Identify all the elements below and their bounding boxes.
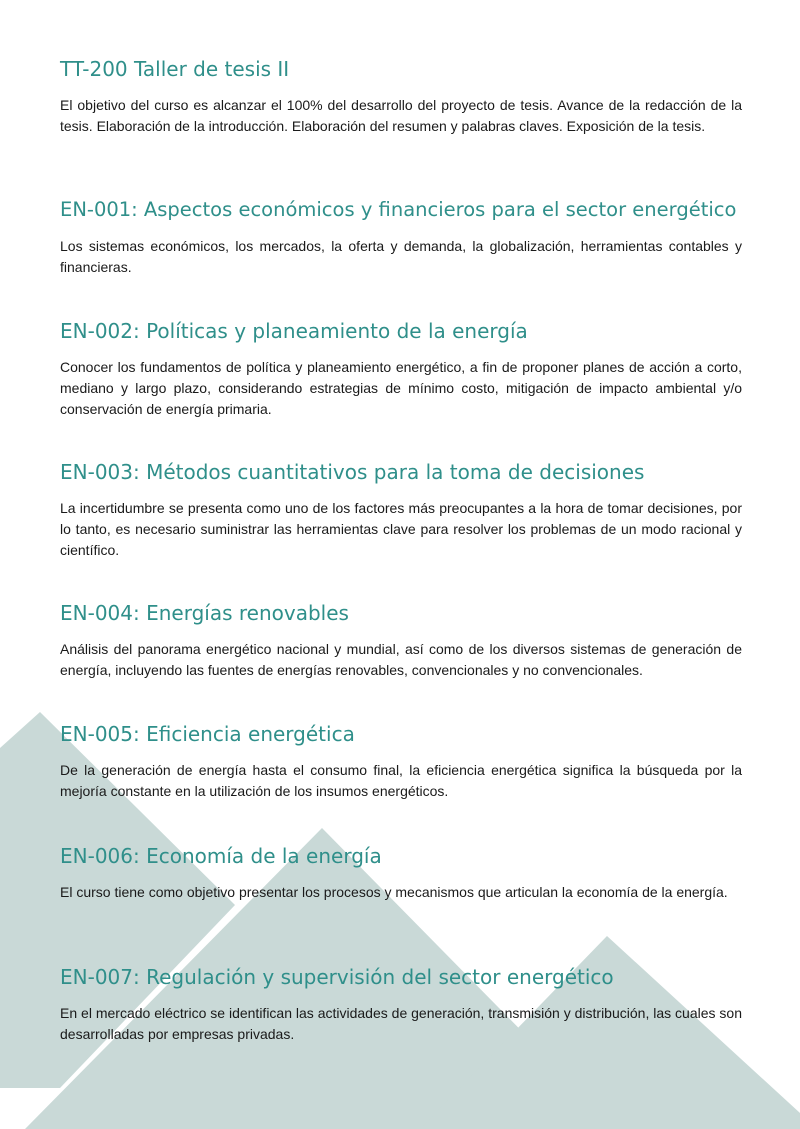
course-section-en-005 [60, 721, 742, 802]
course-title: EN-002: Políticas y planeamiento de la energía [60, 319, 528, 343]
course-title: EN-001: Aspectos económicos y financieros para el sector energético [60, 198, 737, 221]
course-section-en-001 [60, 197, 742, 278]
course-section-en-007 [60, 964, 742, 1045]
course-title: EN-004: Energías renovables [60, 601, 349, 625]
course-description: Conocer los fundamentos de política y planeamiento energético, a fin de proponer planes de acción a corto, mediano y largo plazo, considerando estrategias de mínimo costo, mitigación de impacto ambiental y/o conservación de energía primaria. [60, 359, 742, 417]
course-title: TT-200 Taller de tesis II [60, 57, 290, 81]
course-description: De la generación de energía hasta el consumo final, la eficiencia energética significa la búsqueda por la mejoría constante en la utilización de los insumos energéticos. [60, 762, 742, 799]
course-description: En el mercado eléctrico se identifican las actividades de generación, transmisión y distribución, las cuales son desarrolladas por empresas privadas. [60, 1005, 742, 1042]
course-description: El curso tiene como objetivo presentar los procesos y mecanismos que articulan la economía de la energía. [60, 884, 728, 900]
course-section-en-002 [60, 318, 742, 420]
course-section-tt-200 [60, 56, 742, 137]
course-description: La incertidumbre se presenta como uno de los factores más preocupantes a la hora de tomar decisiones, por lo tanto, es necesario suministrar las herramientas clave para resolver los problemas de un modo racional y científico. [60, 500, 742, 558]
course-description: Los sistemas económicos, los mercados, la oferta y demanda, la globalización, herramientas contables y financieras. [60, 238, 742, 275]
course-title: EN-006: Economía de la energía [60, 844, 382, 868]
course-title: EN-003: Métodos cuantitativos para la toma de decisiones [60, 460, 645, 484]
course-section-en-004 [60, 600, 742, 681]
course-description: Análisis del panorama energético nacional y mundial, así como de los diversos sistemas de generación de energía, incluyendo las fuentes de energías renovables, convencionales y no convencionales. [60, 641, 742, 678]
course-description: El objetivo del curso es alcanzar el 100% del desarrollo del proyecto de tesis. Avance de la redacción de la tesis. Elaboración de la introducción. Elaboración del resumen y palabras claves. Exposición de la tesis. [60, 97, 742, 134]
course-title: EN-005: Eficiencia energética [60, 722, 355, 746]
course-title: EN-007: Regulación y supervisión del sector energético [60, 965, 614, 989]
course-section-en-003 [60, 459, 742, 561]
course-section-en-006 [60, 843, 742, 903]
